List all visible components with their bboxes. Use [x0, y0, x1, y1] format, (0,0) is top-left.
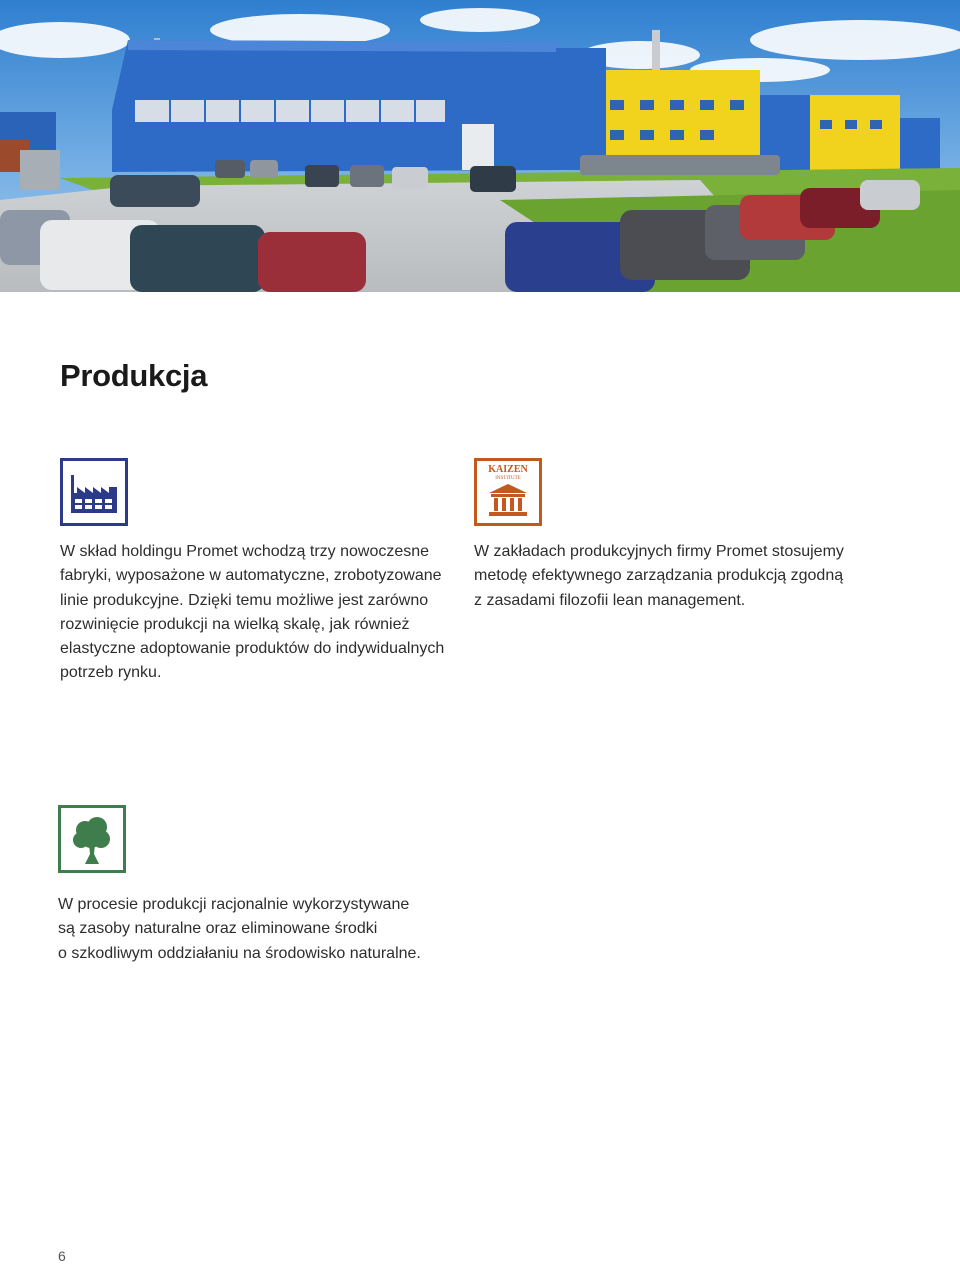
- text-line: elastyczne adoptowanie produktów do indywidualnych: [60, 640, 445, 658]
- kaizen-logo-subtext: INSTITUTE: [495, 476, 521, 481]
- text-line: fabryki, wyposażone w automatyczne, zrobotyzowane: [60, 567, 442, 585]
- kaizen-logo-text: KAIZEN: [488, 464, 528, 475]
- text-line: o szkodliwym oddziałaniu na środowisko naturalne.: [58, 944, 421, 962]
- factory-icon: [60, 458, 128, 526]
- text-line: rozwinięcie produkcji na wielką skalę, jak również: [60, 615, 410, 633]
- text-line: potrzeb rynku.: [60, 664, 162, 682]
- text-line: W zakładach produkcyjnych firmy Promet stosujemy: [474, 543, 844, 560]
- kaizen-institute-icon: [474, 458, 542, 526]
- lean-management-description: [474, 540, 894, 613]
- page-title: Produkcja: [60, 358, 208, 393]
- text-line: metodę efektywnego zarządzania produkcją zgodną: [474, 567, 844, 585]
- page-number: 6: [58, 1248, 66, 1264]
- text-line: z zasadami filozofii lean management.: [474, 591, 746, 609]
- text-line: są zasoby naturalne oraz eliminowane środki: [58, 920, 378, 938]
- tree-icon: [58, 805, 126, 873]
- text-line: W skład holdingu Promet wchodzą trzy nowoczesne: [60, 543, 430, 560]
- text-line: W procesie produkcji racjonalnie wykorzystywane: [58, 896, 410, 913]
- hero-factory-photo: [0, 0, 960, 292]
- production-description-left: [60, 540, 470, 686]
- text-line: linie produkcyjne. Dzięki temu możliwe jest zarówno: [60, 591, 429, 609]
- environment-description: [58, 893, 488, 966]
